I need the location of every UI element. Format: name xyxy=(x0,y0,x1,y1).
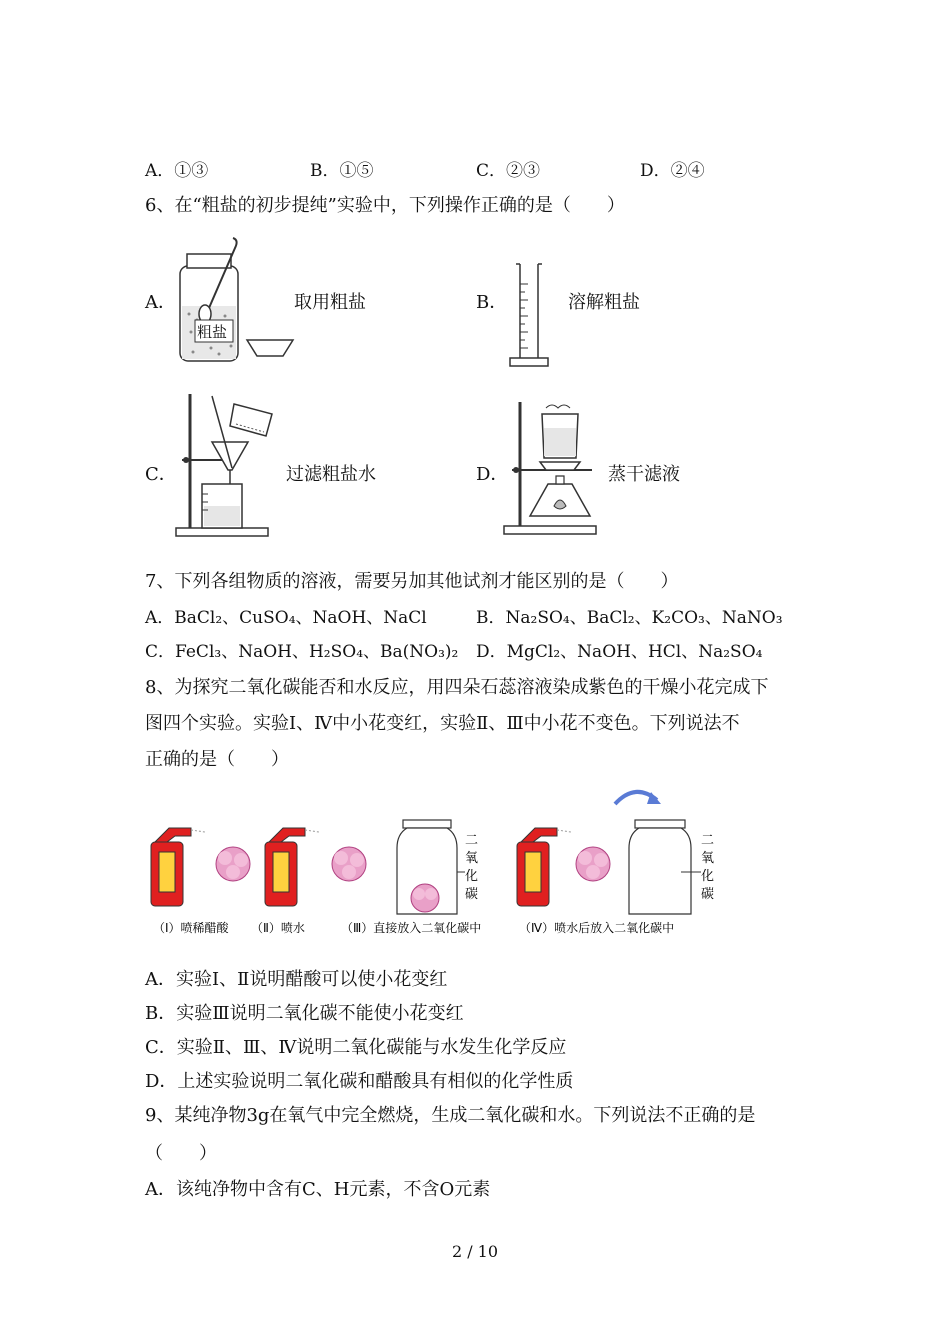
q8-option-c: C．实验Ⅱ、Ⅲ、Ⅳ说明二氧化碳能与水发生化学反应 xyxy=(145,1037,567,1058)
q8-stem-line-1: 8、为探究二氧化碳能否和水反应，用四朵石蕊溶液染成紫色的干燥小花完成下 xyxy=(145,677,769,698)
q7-stem: 7、下列各组物质的溶液，需要另加其他试剂才能区别的是（ ） xyxy=(145,571,679,592)
filtration-figure xyxy=(172,390,284,540)
jar-label-char: 二 xyxy=(465,833,479,848)
q9-paren: （ ） xyxy=(145,1143,217,1164)
q6-choice-a-caption: 取用粗盐 xyxy=(294,292,366,313)
graduated-cylinder-figure xyxy=(506,262,558,370)
salt-jar-figure xyxy=(175,236,300,368)
jar-label-char: 碳 xyxy=(465,887,479,902)
sprayer-icon xyxy=(265,828,319,906)
q8-stem-line-2: 图四个实验。实验Ⅰ、Ⅳ中小花变红，实验Ⅱ、Ⅲ中小花不变色。下列说法不 xyxy=(145,713,740,734)
figure-label-i: （I）喷稀醋酸 xyxy=(153,921,229,935)
q9-option-a: A．该纯净物中含有C、H元素，不含O元素 xyxy=(145,1179,491,1200)
q6-choice-c-caption: 过滤粗盐水 xyxy=(286,464,376,485)
flower-icon xyxy=(216,847,250,881)
gas-jar-icon xyxy=(397,820,465,914)
q8-option-b: B．实验Ⅲ说明二氧化碳不能使小花变红 xyxy=(145,1003,464,1024)
q7-option-c: C．FeCl₃、NaOH、H₂SO₄、Ba(NO₃)₂ xyxy=(145,642,459,662)
q8-option-a: A．实验Ⅰ、Ⅱ说明醋酸可以使小花变红 xyxy=(145,969,448,990)
q5-option-d: D．②④ xyxy=(640,161,705,181)
q5-option-b: B．①⑤ xyxy=(310,161,374,181)
jar-label-char: 二 xyxy=(701,833,715,848)
jar-label-char: 氧 xyxy=(701,851,715,866)
page-number: 2 / 10 xyxy=(451,1242,499,1261)
jar-label-char: 碳 xyxy=(701,887,715,902)
q5-option-a: A．①③ xyxy=(145,161,209,181)
q6-choice-b-caption: 溶解粗盐 xyxy=(568,292,640,313)
salt-label: 粗盐 xyxy=(197,323,228,341)
q7-option-b: B．Na₂SO₄、BaCl₂、K₂CO₃、NaNO₃ xyxy=(476,608,783,628)
q8-option-d: D．上述实验说明二氧化碳和醋酸具有相似的化学性质 xyxy=(145,1071,574,1092)
figure-label-iv: （Ⅳ）喷水后放入二氧化碳中 xyxy=(519,921,675,935)
evaporation-figure xyxy=(500,398,605,538)
figure-label-iii: （Ⅲ）直接放入二氧化碳中 xyxy=(341,921,482,935)
q8-stem-line-3: 正确的是（ ） xyxy=(145,749,289,770)
sprayer-icon xyxy=(517,828,571,906)
q7-option-a: A．BaCl₂、CuSO₄、NaOH、NaCl xyxy=(145,608,427,628)
co2-flower-experiment-figure xyxy=(145,782,725,942)
flower-icon xyxy=(576,847,610,881)
flower-icon xyxy=(332,847,366,881)
q9-stem: 9、某纯净物3g在氧气中完全燃烧，生成二氧化碳和水。下列说法不正确的是 xyxy=(145,1105,756,1126)
q6-choice-b-letter: B． xyxy=(476,292,508,313)
q6-choice-d-letter: D． xyxy=(476,464,509,485)
q7-option-d: D．MgCl₂、NaOH、HCl、Na₂SO₄ xyxy=(476,642,763,662)
q5-option-c: C．②③ xyxy=(476,161,541,181)
q6-choice-a-letter: A． xyxy=(145,292,176,313)
figure-label-ii: （Ⅱ）喷水 xyxy=(251,921,305,935)
jar-label-char: 氧 xyxy=(465,851,479,866)
jar-label-char: 化 xyxy=(701,869,715,884)
gas-jar-icon xyxy=(629,820,701,914)
jar-label-char: 化 xyxy=(465,869,479,884)
q6-choice-c-letter: C． xyxy=(145,464,177,485)
q6-choice-d-caption: 蒸干滤液 xyxy=(608,464,680,485)
sprayer-icon xyxy=(151,828,205,906)
q6-stem: 6、在“粗盐的初步提纯”实验中，下列操作正确的是（ ） xyxy=(145,195,625,216)
